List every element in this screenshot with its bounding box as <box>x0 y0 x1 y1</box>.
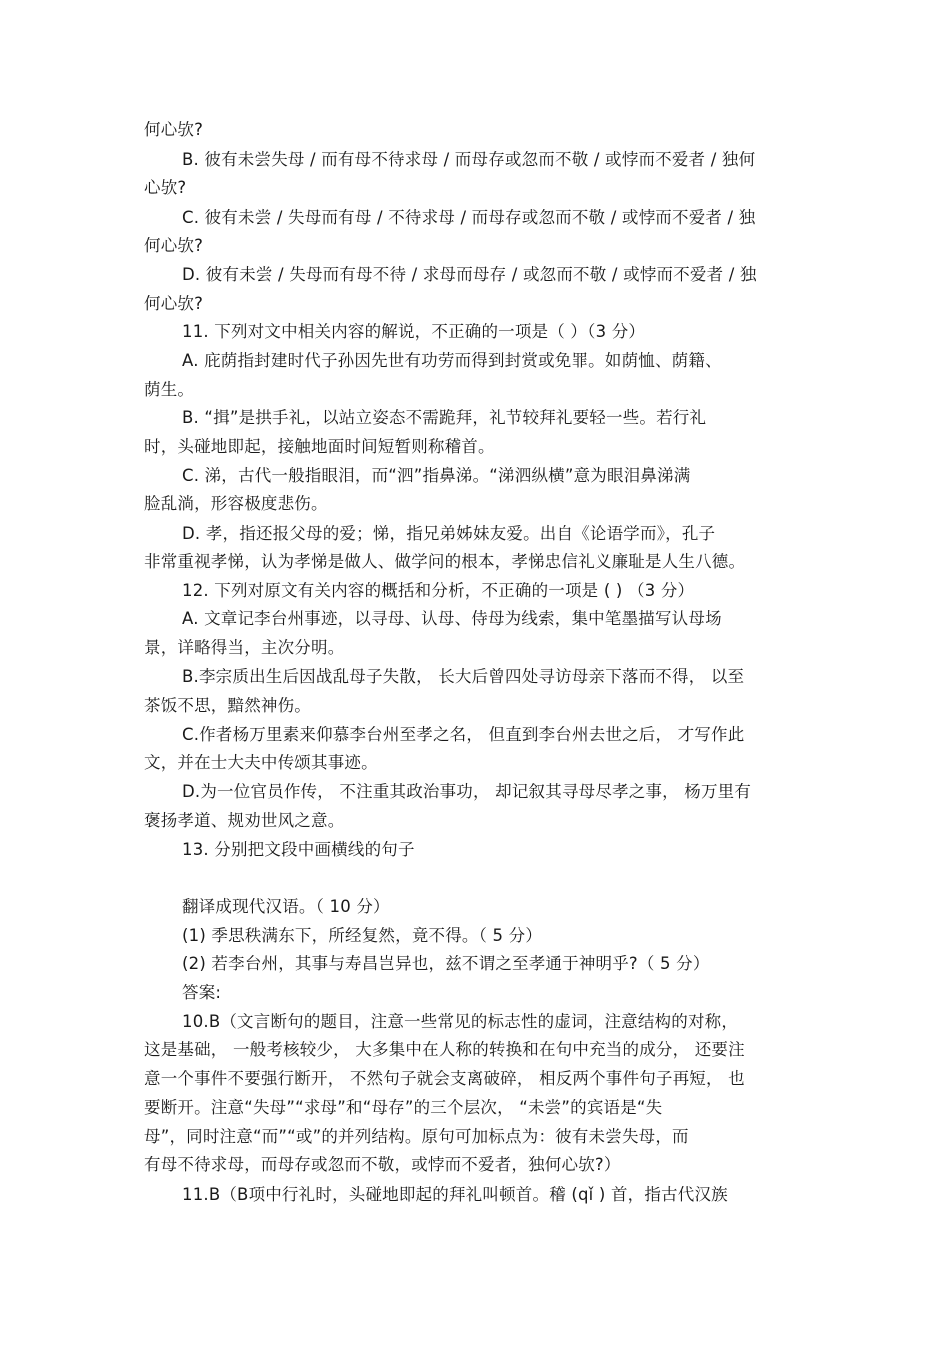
text-line: 有母不待求母，而母存或忽而不敬，或悖而不爱者，独何心欤?） <box>144 1155 621 1174</box>
answer-heading: 答案: <box>182 983 222 1002</box>
option-d-line: D. 彼有未尝 / 失母而有母不待 / 求母而母存 / 或忽而不敬 / 或悖而不爱者 / 独 <box>182 265 757 284</box>
option-b-line: B. “揖”是拱手礼，以站立姿态不需跪拜，礼节较拜礼要轻一些。若行礼 <box>182 408 707 427</box>
option-c-line: C. 彼有未尝 / 失母而有母 / 不待求母 / 而母存或忽而不敬 / 或悖而不爱者 / 独 <box>182 208 756 227</box>
answer-10: 10.B（文言断句的题目，注意一些常见的标志性的虚词，注意结构的对称， <box>182 1012 739 1031</box>
text-line: 母”，同时注意“而”“或”的并列结构。原句可加标点为：彼有未尝失母，而 <box>144 1127 689 1146</box>
text-line: 文，并在士大夫中传颂其事迹。 <box>144 753 378 772</box>
sub-question-2: (2) 若李台州，其事与寿昌岂异也，兹不谓之至孝通于神明乎?（ 5 分） <box>182 954 710 973</box>
question-11: 11. 下列对文中相关内容的解说，不正确的一项是（ ）（3 分） <box>182 322 646 341</box>
text-line: 何心欤? <box>144 236 204 255</box>
option-b-line: B. 彼有未尝失母 / 而有母不待求母 / 而母存或忽而不敬 / 或悖而不爱者 / 独何 <box>182 150 756 169</box>
text-line: 非常重视孝悌，认为孝悌是做人、做学问的根本，孝悌忠信礼义廉耻是人生八德。 <box>144 552 746 571</box>
text-line: 要断开。注意“失母”“求母”和“母存”的三个层次， “未尝”的宾语是“失 <box>144 1098 663 1117</box>
text-line: 心欤? <box>144 178 187 197</box>
text-line: 这是基础， 一般考核较少， 大多集中在人称的转换和在句中充当的成分， 还要注 <box>144 1040 745 1059</box>
question-12: 12. 下列对原文有关内容的概括和分析，不正确的一项是 ( ) （3 分） <box>182 581 695 600</box>
sub-question-1: (1) 季思秩满东下，所经复然，竟不得。（ 5 分） <box>182 926 543 945</box>
text-line: 意一个事件不要强行断开， 不然句子就会支离破碎， 相反两个事件句子再短， 也 <box>144 1069 745 1088</box>
text-line: 翻译成现代汉语。（ 10 分） <box>182 897 390 916</box>
option-d-line: D. 孝，指还报父母的爱；悌，指兄弟姊妹友爱。出自《论语学而》，孔子 <box>182 524 716 543</box>
text-line: 褒扬孝道、规劝世风之意。 <box>144 811 345 830</box>
question-13: 13. 分别把文段中画横线的句子 <box>182 840 415 859</box>
option-a-line: A. 庇荫指封建时代子孙因先世有功劳而得到封赏或免罪。如荫恤、荫籍、 <box>182 351 722 370</box>
option-c-line: C.作者杨万里素来仰慕李台州至孝之名， 但直到李台州去世之后， 才写作此 <box>182 725 745 744</box>
option-c-line: C. 涕，古代一般指眼泪，而“泗”指鼻涕。“涕泗纵横”意为眼泪鼻涕满 <box>182 466 691 485</box>
option-b-line: B.李宗质出生后因战乱母子失散， 长大后曾四处寻访母亲下落而不得， 以至 <box>182 667 745 686</box>
text-line: 脸乱淌，形容极度悲伤。 <box>144 494 328 513</box>
text-line: 荫生。 <box>144 380 195 399</box>
text-line: 时，头碰地即起，接触地面时间短暂则称稽首。 <box>144 437 495 456</box>
option-a-line: A. 文章记李台州事迹，以寻母、认母、侍母为线索，集中笔墨描写认母场 <box>182 609 722 628</box>
text-line: 茶饭不思，黯然神伤。 <box>144 696 311 715</box>
text-line: 何心欤? <box>144 120 204 139</box>
text-line: 何心欤? <box>144 294 204 313</box>
answer-11: 11.B（B项中行礼时，头碰地即起的拜礼叫顿首。稽 (qǐ ) 首，指古代汉族 <box>182 1185 728 1204</box>
option-d-line: D.为一位官员作传， 不注重其政治事功， 却记叙其寻母尽孝之事， 杨万里有 <box>182 782 752 801</box>
text-line: 景，详略得当，主次分明。 <box>144 638 345 657</box>
